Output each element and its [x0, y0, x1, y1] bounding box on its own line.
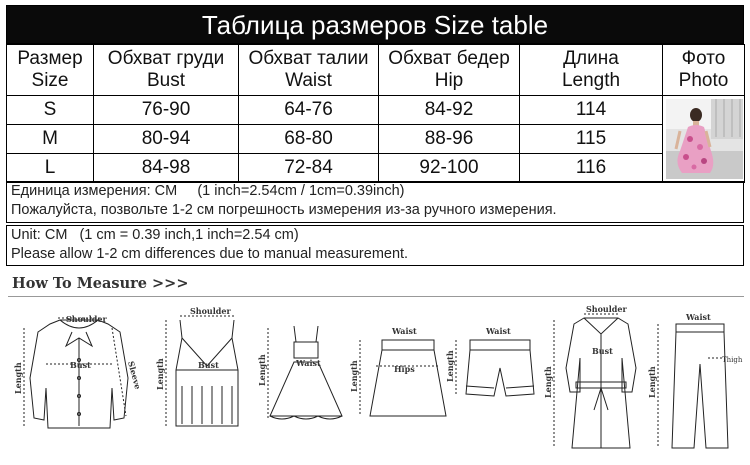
camisole-diagram-icon [166, 316, 238, 426]
blouse-length-label: Length [13, 362, 23, 394]
header-length: Длина Length [520, 45, 663, 96]
cell-waist: 68-80 [239, 125, 379, 154]
header-bust: Обхват груди Bust [94, 45, 239, 96]
skirt-waist-label: Waist [392, 326, 417, 336]
skirt-length-label: Length [349, 360, 359, 392]
size-table [6, 44, 745, 183]
cell-bust: 80-94 [94, 125, 239, 154]
trousers-thigh-label: Thigh [722, 356, 743, 364]
cell-size: L [7, 154, 94, 183]
strappy-dress-diagram-icon [268, 326, 342, 419]
blouse-shoulder-label: Shoulder [66, 314, 107, 324]
table-row [7, 96, 745, 125]
cell-hip: 88-96 [379, 125, 520, 154]
skirt-hips-label: Hips [394, 364, 415, 374]
cell-size: S [7, 96, 94, 125]
model-in-dress-image [666, 99, 743, 179]
measurement-diagrams [0, 298, 750, 465]
cell-waist: 72-84 [239, 154, 379, 183]
skirt-diagram-icon [360, 340, 446, 416]
shorts-length-label: Length [445, 350, 455, 382]
how-to-measure-heading: How To Measure >>> [12, 275, 189, 292]
header-photo: Фото Photo [663, 45, 745, 96]
header-hip: Обхват бедер Hip [379, 45, 520, 96]
unit-note-ru: Единица измерения: CM (1 inch=2.54cm / 1cm=0.39inch) [11, 183, 405, 199]
cell-bust: 76-90 [94, 96, 239, 125]
cell-hip: 92-100 [379, 154, 520, 183]
notes-russian [6, 181, 744, 223]
shorts-diagram-icon [456, 340, 534, 396]
trousers-length-label: Length [647, 366, 657, 398]
camisole-shoulder-label: Shoulder [190, 306, 231, 316]
blouse-sleeve-label: Sleeve [126, 359, 144, 391]
coat-diagram-icon [554, 314, 636, 448]
unit-note-en: Unit: CM (1 cm = 0.39 inch,1 inch=2.54 cm) [11, 227, 299, 243]
photo-cell [663, 96, 745, 183]
cell-size: M [7, 125, 94, 154]
trousers-diagram-icon [658, 324, 728, 448]
table-row [7, 125, 745, 154]
cell-bust: 84-98 [94, 154, 239, 183]
cell-hip: 84-92 [379, 96, 520, 125]
cell-length: 115 [520, 125, 663, 154]
product-photo [666, 99, 743, 179]
tolerance-note-ru: Пожалуйста, позвольте 1-2 см погрешность измерения из-за ручного измерения. [11, 202, 557, 218]
header-size: Размер Size [7, 45, 94, 96]
cell-length: 114 [520, 96, 663, 125]
coat-bust-label: Bust [592, 346, 613, 356]
blouse-bust-label: Bust [70, 360, 91, 370]
coat-length-label: Length [543, 366, 553, 398]
header-waist: Обхват талии Waist [239, 45, 379, 96]
size-table-title: Таблица размеров Size table [6, 5, 744, 44]
table-header-row [7, 45, 745, 96]
notes-english [6, 225, 744, 266]
trousers-waist-label: Waist [686, 312, 711, 322]
blouse-diagram-icon [24, 318, 128, 428]
tolerance-note-en: Please allow 1-2 cm differences due to manual measurement. [11, 246, 409, 262]
coat-shoulder-label: Shoulder [586, 304, 627, 314]
cell-waist: 64-76 [239, 96, 379, 125]
divider [8, 296, 744, 297]
camisole-bust-label: Bust [198, 360, 219, 370]
cell-length: 116 [520, 154, 663, 183]
strappy-waist-label: Waist [296, 358, 321, 368]
table-row [7, 154, 745, 183]
camisole-length-label: Length [155, 358, 165, 390]
shorts-waist-label: Waist [486, 326, 511, 336]
strappy-length-label: Length [257, 354, 267, 386]
